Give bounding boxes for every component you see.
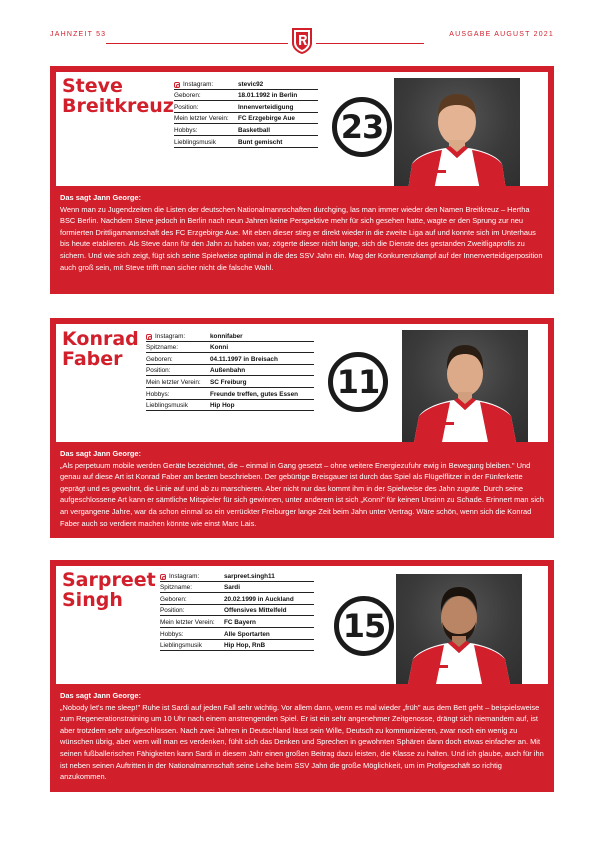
fact-row — [160, 570, 314, 582]
player-card — [50, 318, 554, 538]
fact-value: Hip Hop — [210, 402, 235, 410]
fact-value: 20.02.1999 in Auckland — [224, 595, 294, 603]
player-photo — [402, 330, 528, 442]
card-accent — [50, 66, 554, 72]
player-photo — [394, 78, 520, 190]
player-facts — [146, 330, 314, 411]
magazine-issue: JAHNZEIT 53 — [50, 31, 107, 38]
fact-row — [146, 353, 314, 365]
fact-label: Instagram: — [169, 572, 200, 580]
quote-box — [50, 684, 554, 792]
fact-value: Basketball — [238, 126, 270, 134]
fact-value: Offensives Mittelfeld — [224, 607, 287, 615]
fact-label: Spitzname: — [146, 344, 178, 352]
player-card — [50, 560, 554, 792]
fact-value: Konni — [210, 344, 229, 352]
fact-row — [146, 400, 314, 412]
fact-label: Geboren: — [174, 92, 201, 100]
player-last-name: Singh — [62, 589, 123, 611]
fact-label: Hobbys: — [146, 390, 170, 398]
fact-row — [146, 365, 314, 377]
card-accent — [50, 318, 56, 442]
fact-label: Mein letzter Verein: — [174, 115, 229, 123]
fact-value: sarpreet.singh11 — [224, 572, 275, 580]
header-divider — [316, 43, 424, 44]
card-accent — [548, 318, 554, 442]
fact-label: Lieblingsmusik — [174, 138, 216, 146]
fact-label: Position: — [146, 367, 171, 375]
player-portrait — [394, 78, 520, 190]
fact-value: 18.01.1992 in Berlin — [238, 92, 298, 100]
quote-text: Wenn man zu Jugendzeiten die Listen der deutschen Nationalmannschaften durchging, las man immer wieder den Namen Breitkreuz – Hertha BSC Berlin. Nachdem Steve jedoch in Berlin nach neun Jahren keine Perspektive mehr für sich gesehen hatte, wagte er den Sprung zur neu formierten Drittligamannschaft des FC Erzgebirge Aue. Mit eben dieser stieg er direkt wieder in die zweite Liga auf und konnte sich im Unterhaus bis heute etablieren. Als Steve dann für den Jahn zu haben war, zögerte dieser nicht lange, sich die Dienste des gestanden Zweitligaprofis zu sichern. Und wie sich zeigt, fügt sich seine Spielweise optimal in die des SSV Jahn ein. Mag der Konkurrenzkampf auf der Innenverteidigerposition auch groß sein, mit Steve trifft man sicher nicht die falsche Wahl. — [60, 204, 543, 272]
fact-value: Freunde treffen, gutes Essen — [210, 390, 299, 398]
fact-label: Mein letzter Verein: — [160, 618, 215, 626]
player-first-name: Steve — [62, 75, 123, 97]
fact-row — [160, 582, 314, 594]
fact-value: Hip Hop, RnB — [224, 642, 266, 650]
player-name — [62, 329, 139, 369]
fact-label: Hobbys: — [174, 126, 198, 134]
fact-value: stevic92 — [238, 80, 264, 88]
quote-text: „Nobody let's me sleep!" Ruhe ist Sardi auf jeden Fall sehr wichtig. Vor allem dann, wenn es mal wieder „früh" aus dem Bett geht – beispielsweise zum Regenerationstraining um 10 Uhr nach einem anstrengenden Spiel. Er ist ein sehr angenehmer Zeitgenosse, drängt sich niemandem auf, ist aber trotzdem sehr aufgeschlossen. Nach zwei Jahren in Deutschland lässt sein Wille, Deutsch zu kommunizieren, zwar noch ein wenig zu wünschen übrig, aber wem will man es verdenken, fühlt sich das Denken und Sprechen in gewohnten Sphären dann doch etwas einfacher an. Mit seinen fußballerischen Fähigkeiten kann Sardi in diesem Jahr einen großen Beitrag dazu leisten, die Klasse zu halten. Und ich glaube, auch für ihn ist neben seinen Auftritten in der Nationalmannschaft seine Leihe beim SSV Jahn die große Möglichkeit, um im Profigeschäft so richtig anzukommen. — [60, 702, 544, 782]
instagram-icon — [146, 334, 152, 340]
fact-label: Position: — [174, 103, 199, 111]
jersey-number: 15 — [334, 596, 394, 656]
instagram-icon — [174, 82, 180, 88]
player-facts — [160, 570, 314, 651]
jersey-number: 23 — [332, 97, 392, 157]
player-last-name: Breitkreuz — [62, 95, 174, 117]
quote-title: Das sagt Jann George: — [60, 449, 142, 458]
edition-date: AUSGABE AUGUST 2021 — [449, 31, 554, 38]
fact-row — [174, 136, 318, 148]
fact-row — [174, 90, 318, 102]
fact-value: konnifaber — [210, 332, 243, 340]
card-accent — [50, 560, 56, 684]
fact-value: Alle Sportarten — [224, 630, 270, 638]
player-facts — [174, 78, 318, 148]
player-portrait — [402, 330, 528, 442]
fact-row — [160, 605, 314, 617]
fact-value: SC Freiburg — [210, 378, 247, 386]
fact-row — [174, 124, 318, 136]
card-accent — [50, 318, 554, 324]
fact-label: Mein letzter Verein: — [146, 378, 201, 386]
player-first-name: Konrad — [62, 328, 139, 350]
fact-label: Geboren: — [146, 355, 173, 363]
fact-row — [174, 78, 318, 90]
player-name — [62, 76, 174, 116]
quote-text: „Als perpetuum mobile werden Geräte bezeichnet, die – einmal in Gang gesetzt – ohne weitere Energiezufuhr ewig in Bewegung bleiben." Und genau auf diese Art ist Konrad Faber am besten beschrieben. Der gebürtige Breisgauer ist durch das Spiel als Flügelflitzer in der Fünferkette geprägt und es gewohnt, die Linie auf und ab zu marschieren. Aber nicht nur das kommt ihm in der Spielweise des Jahn zugute. Durch seine aufgeschlossene Art kann er sämtliche Mitspieler für sich gewinnen, unter anderem ist sich „Konni" für keinen Unsinn zu Schade. Erinnert man sich an vergangene Jahre, war da schon einmal so ein verrückter Freiburger lange Zeit beim Jahn unter Vertrag. Wäre schön, wenn sich die Konrad Faber auch so verdient machen könnte wie einst Marc Lais. — [60, 460, 544, 528]
club-crest-icon — [291, 27, 313, 55]
instagram-icon — [160, 574, 166, 580]
fact-value: Außenbahn — [210, 367, 246, 375]
header-divider — [106, 43, 288, 44]
fact-value: FC Erzgebirge Aue — [238, 115, 295, 123]
fact-label: Instagram: — [155, 332, 186, 340]
fact-value: Innenverteidigung — [238, 103, 294, 111]
fact-row — [174, 113, 318, 125]
player-last-name: Faber — [62, 348, 123, 370]
fact-row — [160, 640, 314, 652]
fact-label: Geboren: — [160, 595, 187, 603]
card-accent — [50, 66, 56, 186]
jersey-number: 11 — [328, 352, 388, 412]
fact-row — [160, 628, 314, 640]
player-card — [50, 66, 554, 294]
fact-row — [146, 330, 314, 342]
fact-label: Lieblingsmusik — [146, 402, 188, 410]
fact-value: FC Bayern — [224, 618, 256, 626]
fact-label: Position: — [160, 607, 185, 615]
fact-row — [146, 376, 314, 388]
quote-box — [50, 186, 554, 294]
player-portrait — [396, 574, 522, 684]
quote-title: Das sagt Jann George: — [60, 691, 142, 700]
quote-box — [50, 442, 554, 538]
fact-row — [174, 101, 318, 113]
fact-label: Lieblingsmusik — [160, 642, 202, 650]
fact-value: 04.11.1997 in Breisach — [210, 355, 278, 363]
fact-value: Bunt gemischt — [238, 138, 283, 146]
card-accent — [50, 560, 554, 566]
fact-row — [160, 616, 314, 628]
player-photo — [396, 574, 522, 684]
quote-title: Das sagt Jann George: — [60, 193, 142, 202]
fact-row — [146, 342, 314, 354]
player-name — [62, 570, 156, 610]
fact-row — [160, 593, 314, 605]
player-first-name: Sarpreet — [62, 569, 156, 591]
card-accent — [548, 66, 554, 186]
fact-label: Spitzname: — [160, 584, 192, 592]
fact-row — [146, 388, 314, 400]
card-accent — [548, 560, 554, 684]
fact-label: Instagram: — [183, 80, 214, 88]
fact-label: Hobbys: — [160, 630, 184, 638]
fact-value: Sardi — [224, 584, 240, 592]
